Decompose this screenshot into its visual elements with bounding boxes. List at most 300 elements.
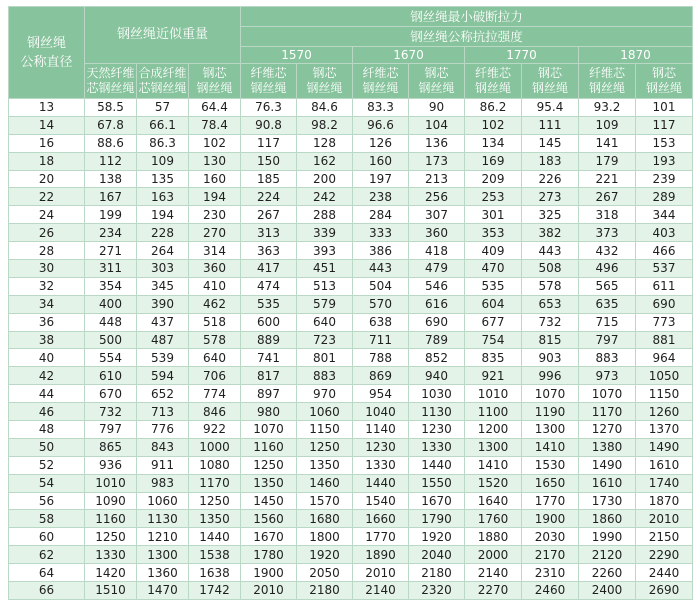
cell-force-1870-steel: 690 [636,295,693,313]
cell-weight-natural-fiber: 112 [85,152,137,170]
table-row [9,331,693,349]
cell-force-1770-steel: 1770 [522,492,579,510]
cell-force-1570-steel: 970 [297,385,353,403]
cell-weight-synthetic-fiber: 843 [137,438,189,456]
cell-force-1570-fiber: 313 [241,224,297,242]
cell-force-1570-fiber: 1350 [241,474,297,492]
cell-force-1770-steel: 1410 [522,438,579,456]
cell-force-1670-steel: 360 [409,224,465,242]
cell-force-1870-steel: 1610 [636,456,693,474]
table-row [9,456,693,474]
cell-force-1870-fiber: 715 [579,313,636,331]
cell-force-1570-steel: 1800 [297,528,353,546]
cell-force-1670-fiber: 504 [353,277,409,295]
grade-header-1570: 1570 [241,47,353,64]
cell-force-1670-steel: 90 [409,99,465,117]
cell-force-1570-steel: 98.2 [297,116,353,134]
cell-force-1670-steel: 2320 [409,582,465,600]
cell-force-1670-steel: 213 [409,170,465,188]
cell-force-1770-fiber: 835 [465,349,522,367]
cell-weight-synthetic-fiber: 264 [137,242,189,260]
cell-force-1770-steel: 325 [522,206,579,224]
cell-weight-natural-fiber: 271 [85,242,137,260]
cell-diameter: 26 [9,224,85,242]
cell-force-1670-steel: 136 [409,134,465,152]
cell-weight-synthetic-fiber: 539 [137,349,189,367]
cell-force-1770-fiber: 677 [465,313,522,331]
cell-weight-synthetic-fiber: 1130 [137,510,189,528]
cell-weight-natural-fiber: 354 [85,277,137,295]
cell-force-1670-fiber: 386 [353,242,409,260]
cell-force-1670-steel: 104 [409,116,465,134]
cell-force-1870-steel: 239 [636,170,693,188]
cell-force-1570-steel: 288 [297,206,353,224]
cell-force-1570-fiber: 1250 [241,456,297,474]
cell-force-1770-steel: 578 [522,277,579,295]
cell-weight-steel-core: 64.4 [189,99,241,117]
cell-force-1670-fiber: 638 [353,313,409,331]
cell-weight-natural-fiber: 732 [85,403,137,421]
force-col-fiber-core-1670: 纤维芯 钢丝绳 [353,64,409,99]
cell-force-1870-fiber: 1610 [579,474,636,492]
cell-force-1570-fiber: 1670 [241,528,297,546]
cell-weight-natural-fiber: 1250 [85,528,137,546]
cell-force-1870-steel: 1150 [636,385,693,403]
cell-force-1670-steel: 1030 [409,385,465,403]
cell-force-1670-steel: 852 [409,349,465,367]
cell-force-1570-fiber: 185 [241,170,297,188]
cell-force-1870-fiber: 1270 [579,421,636,439]
cell-force-1670-fiber: 570 [353,295,409,313]
cell-force-1870-steel: 1370 [636,421,693,439]
cell-weight-natural-fiber: 500 [85,331,137,349]
cell-force-1770-steel: 903 [522,349,579,367]
cell-force-1570-steel: 128 [297,134,353,152]
cell-weight-natural-fiber: 1420 [85,564,137,582]
cell-force-1870-fiber: 2120 [579,546,636,564]
cell-force-1770-fiber: 1410 [465,456,522,474]
cell-diameter: 30 [9,260,85,278]
cell-diameter: 40 [9,349,85,367]
cell-diameter: 22 [9,188,85,206]
cell-force-1570-steel: 1920 [297,546,353,564]
cell-force-1570-fiber: 2010 [241,582,297,600]
cell-weight-synthetic-fiber: 1300 [137,546,189,564]
cell-force-1670-steel: 479 [409,260,465,278]
cell-diameter: 58 [9,510,85,528]
cell-force-1770-steel: 508 [522,260,579,278]
cell-force-1770-steel: 653 [522,295,579,313]
cell-weight-steel-core: 194 [189,188,241,206]
cell-weight-synthetic-fiber: 983 [137,474,189,492]
cell-force-1870-steel: 193 [636,152,693,170]
cell-force-1570-fiber: 1450 [241,492,297,510]
force-col-steel-core-1670: 钢芯 钢丝绳 [409,64,465,99]
cell-diameter: 34 [9,295,85,313]
cell-weight-natural-fiber: 865 [85,438,137,456]
cell-force-1570-steel: 200 [297,170,353,188]
table-row [9,564,693,582]
cell-force-1870-fiber: 221 [579,170,636,188]
cell-force-1870-steel: 101 [636,99,693,117]
cell-diameter: 16 [9,134,85,152]
cell-force-1770-steel: 2170 [522,546,579,564]
table-row [9,134,693,152]
cell-force-1670-steel: 307 [409,206,465,224]
cell-weight-steel-core: 462 [189,295,241,313]
cell-force-1770-fiber: 1880 [465,528,522,546]
cell-weight-natural-fiber: 138 [85,170,137,188]
cell-force-1570-fiber: 267 [241,206,297,224]
cell-force-1670-fiber: 126 [353,134,409,152]
table-row [9,242,693,260]
table-row [9,385,693,403]
cell-force-1770-fiber: 169 [465,152,522,170]
cell-force-1670-fiber: 869 [353,367,409,385]
cell-force-1570-fiber: 117 [241,134,297,152]
cell-force-1570-steel: 1460 [297,474,353,492]
cell-force-1870-steel: 773 [636,313,693,331]
cell-force-1670-fiber: 2010 [353,564,409,582]
cell-force-1670-fiber: 160 [353,152,409,170]
cell-weight-synthetic-fiber: 437 [137,313,189,331]
cell-weight-steel-core: 314 [189,242,241,260]
cell-force-1870-fiber: 1380 [579,438,636,456]
cell-force-1670-steel: 173 [409,152,465,170]
cell-weight-natural-fiber: 311 [85,260,137,278]
cell-force-1770-fiber: 353 [465,224,522,242]
table-row [9,224,693,242]
table-row [9,582,693,600]
cell-force-1770-fiber: 409 [465,242,522,260]
cell-force-1770-steel: 382 [522,224,579,242]
cell-weight-steel-core: 640 [189,349,241,367]
cell-force-1770-fiber: 470 [465,260,522,278]
cell-diameter: 56 [9,492,85,510]
cell-force-1570-steel: 801 [297,349,353,367]
weight-col-natural-fiber: 天然纤维 芯钢丝绳 [85,64,137,99]
cell-weight-natural-fiber: 58.5 [85,99,137,117]
cell-force-1570-fiber: 889 [241,331,297,349]
cell-force-1770-steel: 183 [522,152,579,170]
cell-weight-natural-fiber: 1510 [85,582,137,600]
cell-force-1870-steel: 403 [636,224,693,242]
cell-force-1670-steel: 1920 [409,528,465,546]
cell-force-1670-steel: 940 [409,367,465,385]
cell-weight-steel-core: 518 [189,313,241,331]
cell-force-1870-steel: 1490 [636,438,693,456]
cell-force-1570-fiber: 1560 [241,510,297,528]
cell-force-1670-fiber: 197 [353,170,409,188]
cell-force-1870-fiber: 1170 [579,403,636,421]
table-header [9,7,693,99]
cell-force-1570-fiber: 817 [241,367,297,385]
cell-force-1670-fiber: 83.3 [353,99,409,117]
cell-force-1670-fiber: 2140 [353,582,409,600]
cell-diameter: 62 [9,546,85,564]
cell-diameter: 36 [9,313,85,331]
cell-force-1770-fiber: 1300 [465,438,522,456]
table-row [9,152,693,170]
force-col-steel-core-1570: 钢芯 钢丝绳 [297,64,353,99]
force-col-steel-core-1770: 钢芯 钢丝绳 [522,64,579,99]
cell-force-1770-fiber: 301 [465,206,522,224]
cell-force-1770-fiber: 2140 [465,564,522,582]
cell-weight-synthetic-fiber: 594 [137,367,189,385]
cell-force-1770-steel: 2310 [522,564,579,582]
cell-weight-natural-fiber: 167 [85,188,137,206]
cell-force-1670-fiber: 333 [353,224,409,242]
cell-force-1870-steel: 1870 [636,492,693,510]
cell-force-1770-steel: 443 [522,242,579,260]
cell-diameter: 44 [9,385,85,403]
table-row [9,116,693,134]
cell-diameter: 24 [9,206,85,224]
cell-force-1770-steel: 1900 [522,510,579,528]
cell-weight-steel-core: 270 [189,224,241,242]
cell-force-1770-steel: 1070 [522,385,579,403]
cell-weight-steel-core: 1170 [189,474,241,492]
cell-force-1670-steel: 546 [409,277,465,295]
table-row [9,170,693,188]
diameter-header: 钢丝绳 公称直径 [9,7,85,99]
cell-force-1770-steel: 111 [522,116,579,134]
table-row [9,421,693,439]
cell-weight-synthetic-fiber: 776 [137,421,189,439]
cell-force-1570-steel: 723 [297,331,353,349]
cell-force-1570-steel: 162 [297,152,353,170]
cell-force-1670-fiber: 1770 [353,528,409,546]
cell-weight-steel-core: 706 [189,367,241,385]
cell-diameter: 54 [9,474,85,492]
cell-weight-synthetic-fiber: 86.3 [137,134,189,152]
cell-weight-natural-fiber: 199 [85,206,137,224]
cell-force-1670-steel: 1670 [409,492,465,510]
cell-force-1670-steel: 690 [409,313,465,331]
table-row [9,313,693,331]
table-row [9,295,693,313]
cell-force-1570-fiber: 897 [241,385,297,403]
cell-diameter: 28 [9,242,85,260]
cell-force-1670-fiber: 238 [353,188,409,206]
cell-weight-natural-fiber: 1330 [85,546,137,564]
cell-weight-synthetic-fiber: 66.1 [137,116,189,134]
cell-force-1770-steel: 1650 [522,474,579,492]
cell-force-1670-fiber: 96.6 [353,116,409,134]
cell-force-1870-fiber: 1730 [579,492,636,510]
table-row [9,260,693,278]
cell-weight-natural-fiber: 670 [85,385,137,403]
cell-force-1670-fiber: 954 [353,385,409,403]
cell-force-1670-fiber: 443 [353,260,409,278]
cell-weight-natural-fiber: 797 [85,421,137,439]
table-row [9,367,693,385]
force-col-fiber-core-1770: 纤维芯 钢丝绳 [465,64,522,99]
cell-force-1570-steel: 393 [297,242,353,260]
cell-weight-synthetic-fiber: 163 [137,188,189,206]
cell-weight-natural-fiber: 234 [85,224,137,242]
cell-force-1870-fiber: 373 [579,224,636,242]
cell-force-1670-fiber: 284 [353,206,409,224]
cell-force-1870-fiber: 109 [579,116,636,134]
cell-force-1770-steel: 2030 [522,528,579,546]
cell-force-1870-steel: 964 [636,349,693,367]
cell-force-1870-fiber: 2400 [579,582,636,600]
cell-force-1870-fiber: 93.2 [579,99,636,117]
cell-diameter: 18 [9,152,85,170]
table-row [9,349,693,367]
cell-weight-steel-core: 578 [189,331,241,349]
cell-force-1870-steel: 289 [636,188,693,206]
table-row [9,99,693,117]
cell-force-1570-fiber: 535 [241,295,297,313]
cell-force-1770-fiber: 2000 [465,546,522,564]
cell-force-1870-steel: 2440 [636,564,693,582]
cell-force-1570-steel: 1150 [297,421,353,439]
cell-force-1870-fiber: 141 [579,134,636,152]
cell-force-1670-steel: 2040 [409,546,465,564]
cell-force-1770-fiber: 134 [465,134,522,152]
cell-force-1870-fiber: 1070 [579,385,636,403]
cell-weight-synthetic-fiber: 1060 [137,492,189,510]
cell-weight-steel-core: 1350 [189,510,241,528]
cell-force-1570-steel: 640 [297,313,353,331]
cell-force-1870-fiber: 635 [579,295,636,313]
cell-force-1670-fiber: 1140 [353,421,409,439]
cell-weight-steel-core: 922 [189,421,241,439]
cell-weight-natural-fiber: 936 [85,456,137,474]
cell-force-1770-fiber: 1520 [465,474,522,492]
weight-group-header: 钢丝绳近似重量 [85,7,241,64]
cell-weight-natural-fiber: 554 [85,349,137,367]
cell-weight-steel-core: 230 [189,206,241,224]
cell-diameter: 14 [9,116,85,134]
cell-force-1670-fiber: 1660 [353,510,409,528]
cell-weight-synthetic-fiber: 487 [137,331,189,349]
cell-force-1570-steel: 2180 [297,582,353,600]
cell-force-1870-steel: 881 [636,331,693,349]
table-body [9,99,693,600]
cell-force-1770-steel: 815 [522,331,579,349]
cell-weight-natural-fiber: 1010 [85,474,137,492]
cell-diameter: 38 [9,331,85,349]
cell-force-1570-steel: 84.6 [297,99,353,117]
cell-diameter: 32 [9,277,85,295]
cell-diameter: 20 [9,170,85,188]
cell-weight-steel-core: 160 [189,170,241,188]
grade-header-1670: 1670 [353,47,465,64]
cell-force-1670-steel: 256 [409,188,465,206]
cell-force-1570-fiber: 1900 [241,564,297,582]
cell-weight-natural-fiber: 610 [85,367,137,385]
cell-force-1670-steel: 1130 [409,403,465,421]
cell-force-1670-steel: 1440 [409,456,465,474]
cell-weight-synthetic-fiber: 390 [137,295,189,313]
cell-force-1570-steel: 2050 [297,564,353,582]
cell-weight-steel-core: 1638 [189,564,241,582]
cell-weight-synthetic-fiber: 1360 [137,564,189,582]
cell-force-1870-steel: 117 [636,116,693,134]
cell-force-1870-steel: 466 [636,242,693,260]
cell-weight-steel-core: 78.4 [189,116,241,134]
table-row [9,492,693,510]
force-col-fiber-core-1570: 纤维芯 钢丝绳 [241,64,297,99]
cell-force-1570-fiber: 76.3 [241,99,297,117]
cell-force-1570-steel: 451 [297,260,353,278]
cell-weight-natural-fiber: 88.6 [85,134,137,152]
grade-header-1770: 1770 [465,47,579,64]
cell-weight-steel-core: 1538 [189,546,241,564]
cell-weight-synthetic-fiber: 135 [137,170,189,188]
cell-force-1670-steel: 1230 [409,421,465,439]
cell-force-1870-steel: 153 [636,134,693,152]
cell-force-1870-steel: 537 [636,260,693,278]
force-col-fiber-core-1870: 纤维芯 钢丝绳 [579,64,636,99]
cell-force-1670-steel: 1550 [409,474,465,492]
cell-force-1870-fiber: 267 [579,188,636,206]
cell-force-1770-fiber: 102 [465,116,522,134]
cell-force-1870-fiber: 179 [579,152,636,170]
cell-weight-steel-core: 1080 [189,456,241,474]
weight-col-synthetic-fiber: 合成纤维 芯钢丝绳 [137,64,189,99]
cell-force-1770-fiber: 209 [465,170,522,188]
cell-weight-steel-core: 1440 [189,528,241,546]
cell-force-1870-fiber: 432 [579,242,636,260]
cell-weight-steel-core: 1000 [189,438,241,456]
cell-force-1770-fiber: 1760 [465,510,522,528]
cell-force-1870-fiber: 797 [579,331,636,349]
cell-weight-natural-fiber: 448 [85,313,137,331]
cell-diameter: 42 [9,367,85,385]
table-row [9,188,693,206]
cell-force-1670-fiber: 1330 [353,456,409,474]
cell-force-1570-fiber: 224 [241,188,297,206]
cell-force-1870-steel: 344 [636,206,693,224]
cell-force-1570-fiber: 150 [241,152,297,170]
table-row [9,546,693,564]
cell-force-1670-fiber: 1540 [353,492,409,510]
cell-diameter: 48 [9,421,85,439]
cell-diameter: 46 [9,403,85,421]
cell-force-1870-fiber: 973 [579,367,636,385]
cell-force-1570-steel: 1680 [297,510,353,528]
grade-header-1870: 1870 [579,47,693,64]
cell-force-1670-fiber: 1040 [353,403,409,421]
cell-force-1670-fiber: 711 [353,331,409,349]
table-row [9,206,693,224]
cell-weight-steel-core: 130 [189,152,241,170]
cell-weight-steel-core: 1742 [189,582,241,600]
cell-weight-natural-fiber: 1090 [85,492,137,510]
cell-diameter: 50 [9,438,85,456]
cell-force-1570-steel: 1060 [297,403,353,421]
cell-weight-synthetic-fiber: 228 [137,224,189,242]
cell-force-1770-fiber: 86.2 [465,99,522,117]
cell-force-1770-steel: 1300 [522,421,579,439]
cell-force-1870-steel: 1260 [636,403,693,421]
cell-force-1870-steel: 1050 [636,367,693,385]
cell-force-1870-fiber: 1490 [579,456,636,474]
cell-force-1770-fiber: 1640 [465,492,522,510]
cell-force-1570-fiber: 1070 [241,421,297,439]
cell-force-1570-steel: 339 [297,224,353,242]
cell-force-1770-fiber: 604 [465,295,522,313]
cell-force-1770-fiber: 535 [465,277,522,295]
cell-force-1770-fiber: 921 [465,367,522,385]
cell-diameter: 13 [9,99,85,117]
cell-weight-synthetic-fiber: 652 [137,385,189,403]
cell-force-1670-fiber: 788 [353,349,409,367]
